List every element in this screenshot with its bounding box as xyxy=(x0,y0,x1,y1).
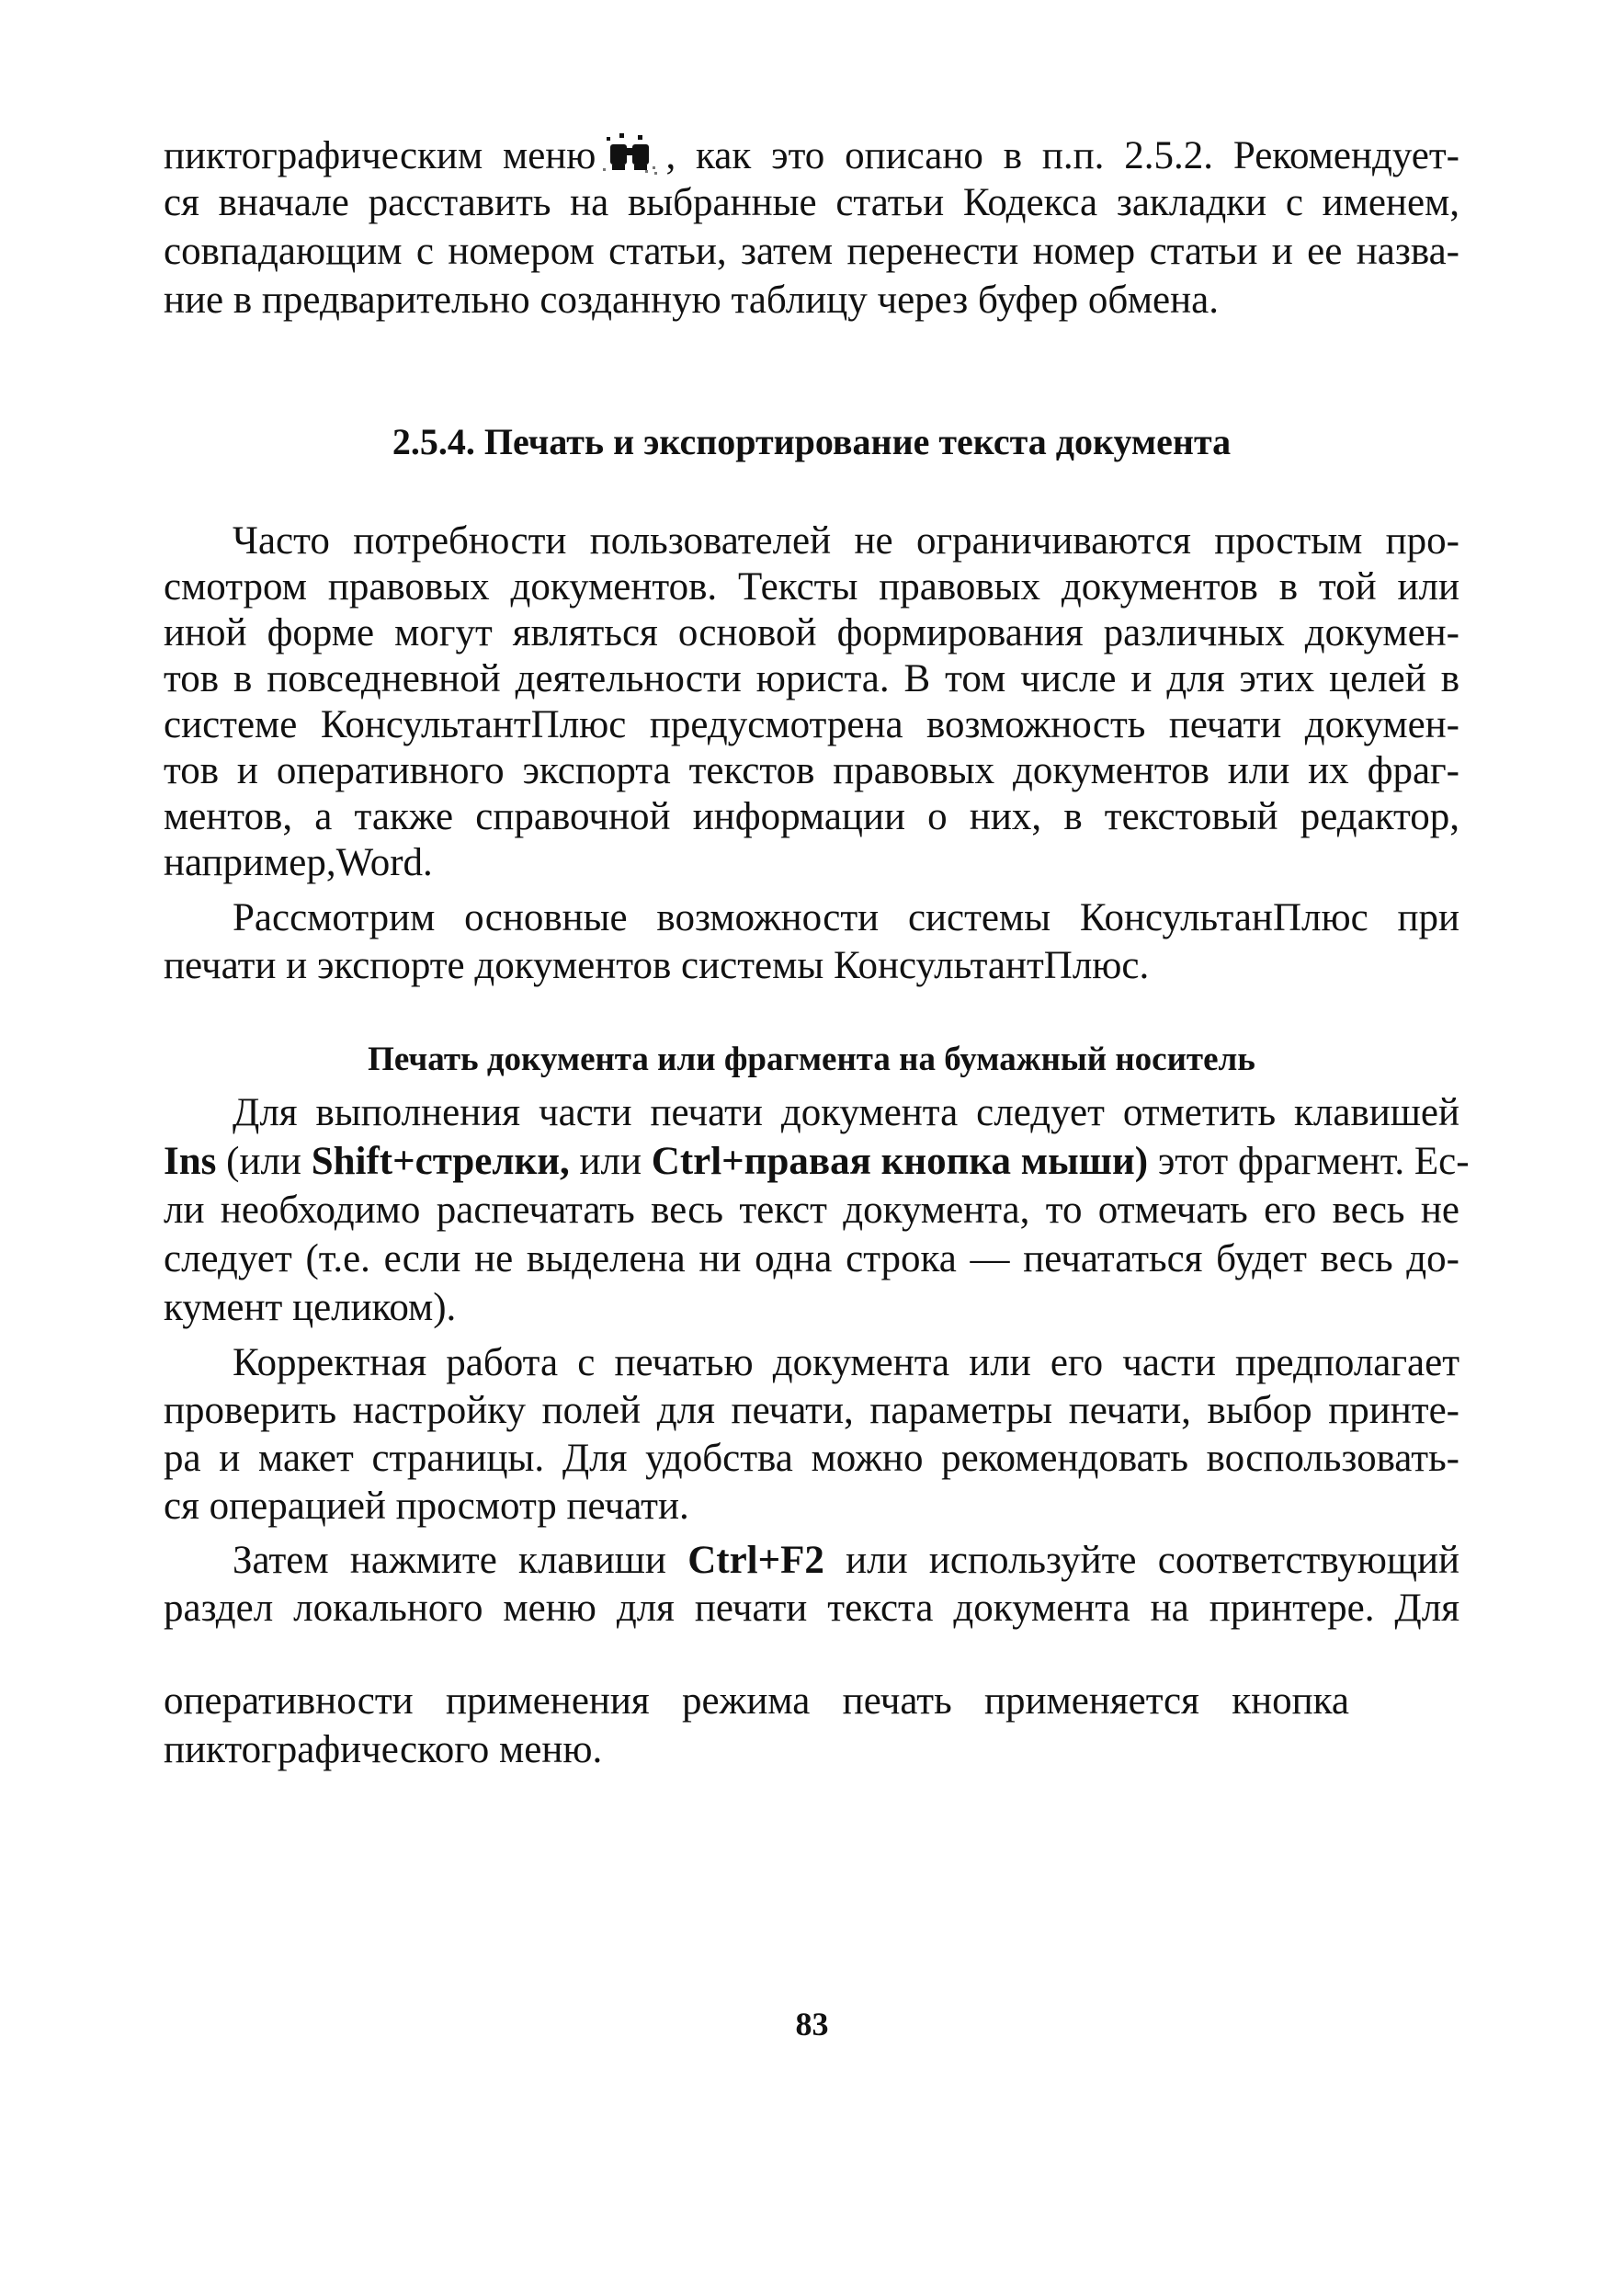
paragraph-line: совпадающим с номером статьи, затем перенести номер статьи и ее назва- xyxy=(164,230,1459,273)
paragraph-line: оперативности применения режима печать применяется кнопка xyxy=(164,1679,1349,1723)
paragraph-line xyxy=(164,131,1459,179)
paragraph-line: ментов, а также справочной информации о них, в текстовый редактор, xyxy=(164,795,1459,838)
paragraph-line: раздел локального меню для печати текста документа на принтере. Для xyxy=(164,1587,1459,1630)
paragraph-line: пиктографического меню. xyxy=(164,1728,603,1771)
paragraph-line: ся операцией просмотр печати. xyxy=(164,1485,689,1528)
paragraph-text: или используйте соответствующий xyxy=(823,1539,1459,1582)
paragraph-line: следует (т.е. если не выделена ни одна строка — печататься будет весь до- xyxy=(164,1237,1459,1280)
paragraph-line: Корректная работа с печатью документа или его части предполагает xyxy=(233,1341,1459,1384)
paragraph-line: ра и макет страницы. Для удобства можно рекомендовать воспользовать- xyxy=(164,1437,1459,1480)
paragraph-line: Для выполнения части печати документа следует отметить клавишей xyxy=(233,1091,1459,1134)
key-shift-arrows: Shift+стрелки, xyxy=(311,1140,570,1183)
subsection-heading: Печать документа или фрагмента на бумажный носитель xyxy=(368,1041,1255,1078)
key-ctrl-right-click: Ctrl+правая кнопка мыши) xyxy=(651,1140,1149,1183)
paragraph-line: тов и оперативного экспорта текстов правовых документов или их фраг- xyxy=(164,749,1459,792)
paragraph-text: этот фрагмент. Ес- xyxy=(1148,1140,1470,1183)
paragraph-line: ли необходимо распечатать весь текст документа, то отмечать его весь не xyxy=(164,1189,1459,1232)
paragraph-line: ние в предварительно созданную таблицу через буфер обмена. xyxy=(164,279,1219,322)
page-number: 83 xyxy=(795,2006,829,2042)
key-ins: Ins xyxy=(164,1140,217,1183)
section-heading: 2.5.4. Печать и экспортирование текста документа xyxy=(392,421,1232,462)
paragraph-line: Часто потребности пользователей не ограничиваются простым про- xyxy=(233,519,1459,563)
paragraph-text: Затем нажмите клавиши xyxy=(233,1539,688,1582)
paragraph-line: например,Word. xyxy=(164,841,433,884)
paragraph-line: смотром правовых документов. Тексты правовых документов в той или xyxy=(164,565,1459,609)
paragraph-text: или xyxy=(569,1140,652,1183)
paragraph-text: (или xyxy=(216,1140,312,1183)
paragraph-line: ся вначале расставить на выбранные статьи Кодекса закладки с именем, xyxy=(164,181,1459,224)
paragraph-line: печати и экспорте документов системы КонсультантПлюс. xyxy=(164,944,1150,987)
paragraph-line: иной форме могут являться основой формирования различных докумен- xyxy=(164,611,1459,654)
paragraph-line: Рассмотрим основные возможности системы КонсультанПлюс при xyxy=(233,896,1459,939)
binoculars-icon xyxy=(601,131,660,176)
paragraph-line: кумент целиком). xyxy=(164,1286,457,1329)
paragraph-line: тов в повседневной деятельности юриста. В том числе и для этих целей в xyxy=(164,657,1459,700)
paragraph-line: проверить настройку полей для печати, параметры печати, выбор принте- xyxy=(164,1389,1459,1432)
paragraph-line: системе КонсультантПлюс предусмотрена возможность печати докумен- xyxy=(164,703,1459,746)
paragraph-text: пиктографическим меню xyxy=(164,134,596,177)
paragraph-line xyxy=(164,1538,1459,1584)
paragraph-line xyxy=(164,1139,1470,1185)
paragraph-text: , как это описано в п.п. 2.5.2. Рекомендует- xyxy=(665,134,1459,177)
key-ctrl-f2: Ctrl+F2 xyxy=(687,1539,824,1582)
